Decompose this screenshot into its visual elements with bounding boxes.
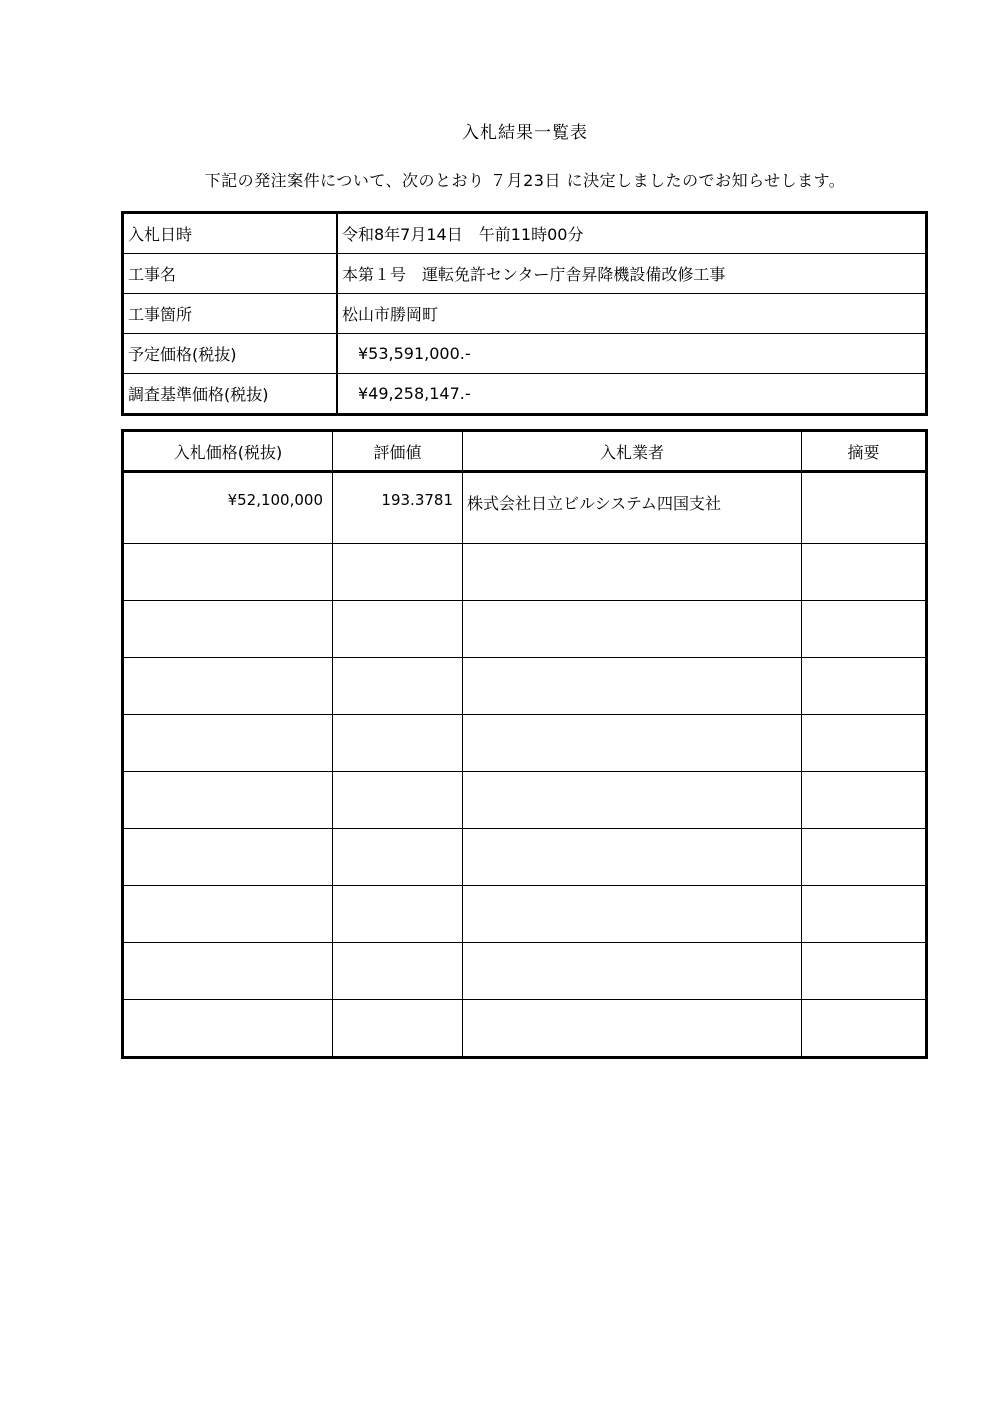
page-title: 入札結果一覧表 [462,123,588,143]
empty-cell [333,772,463,829]
info-value: 松山市勝岡町 [337,294,927,334]
header-remarks: 摘要 [802,431,927,472]
info-row-project [123,254,927,294]
info-label: 予定価格(税抜) [123,334,338,374]
table-row [123,1000,927,1058]
info-label: 調査基準価格(税抜) [123,374,338,415]
empty-cell [463,886,802,943]
info-row-date [123,213,927,254]
info-value: ¥49,258,147.- [337,374,927,415]
table-row [123,472,927,544]
empty-cell [333,544,463,601]
empty-cell [333,829,463,886]
info-label: 工事名 [123,254,338,294]
empty-cell [802,715,927,772]
empty-cell [463,1000,802,1058]
cell-score: 193.3781 [333,472,463,544]
info-row-planned-price [123,334,927,374]
info-row-base-price [123,374,927,415]
header-score: 評価値 [333,431,463,472]
info-value: ¥53,591,000.- [337,334,927,374]
empty-cell [463,601,802,658]
table-row [123,943,927,1000]
empty-cell [463,715,802,772]
empty-cell [802,772,927,829]
info-row-location [123,294,927,334]
notice-text: 下記の発注案件について、次のとおり ７月23日 に決定しましたのでお知らせします。 [204,171,846,190]
empty-cell [802,658,927,715]
empty-cell [123,658,333,715]
empty-cell [802,829,927,886]
empty-cell [463,658,802,715]
empty-cell [333,886,463,943]
table-row [123,772,927,829]
empty-cell [333,658,463,715]
empty-cell [123,715,333,772]
empty-cell [463,829,802,886]
cell-remarks [802,472,927,544]
empty-cell [123,886,333,943]
info-value: 令和8年7月14日 午前11時00分 [337,213,927,254]
empty-cell [802,601,927,658]
table-row [123,544,927,601]
info-value: 本第１号 運転免許センター庁舎昇降機設備改修工事 [337,254,927,294]
table-row [123,829,927,886]
empty-cell [333,601,463,658]
empty-cell [123,829,333,886]
cell-bid-price: ¥52,100,000 [123,472,333,544]
table-row [123,601,927,658]
table-row [123,886,927,943]
empty-cell [123,772,333,829]
empty-cell [333,943,463,1000]
empty-cell [123,943,333,1000]
info-table [121,211,928,416]
empty-cell [802,943,927,1000]
info-label: 工事箇所 [123,294,338,334]
cell-bidder: 株式会社日立ビルシステム四国支社 [463,472,802,544]
empty-cell [802,544,927,601]
results-header-row [123,431,927,472]
empty-cell [123,1000,333,1058]
empty-cell [802,886,927,943]
empty-cell [123,601,333,658]
empty-cell [463,772,802,829]
empty-cell [333,1000,463,1058]
header-bid-price: 入札価格(税抜) [123,431,333,472]
table-row [123,715,927,772]
empty-cell [123,544,333,601]
header-bidder: 入札業者 [463,431,802,472]
table-row [123,658,927,715]
empty-cell [463,544,802,601]
empty-cell [333,715,463,772]
empty-cell [463,943,802,1000]
empty-cell [802,1000,927,1058]
info-label: 入札日時 [123,213,338,254]
results-table [121,429,928,1059]
